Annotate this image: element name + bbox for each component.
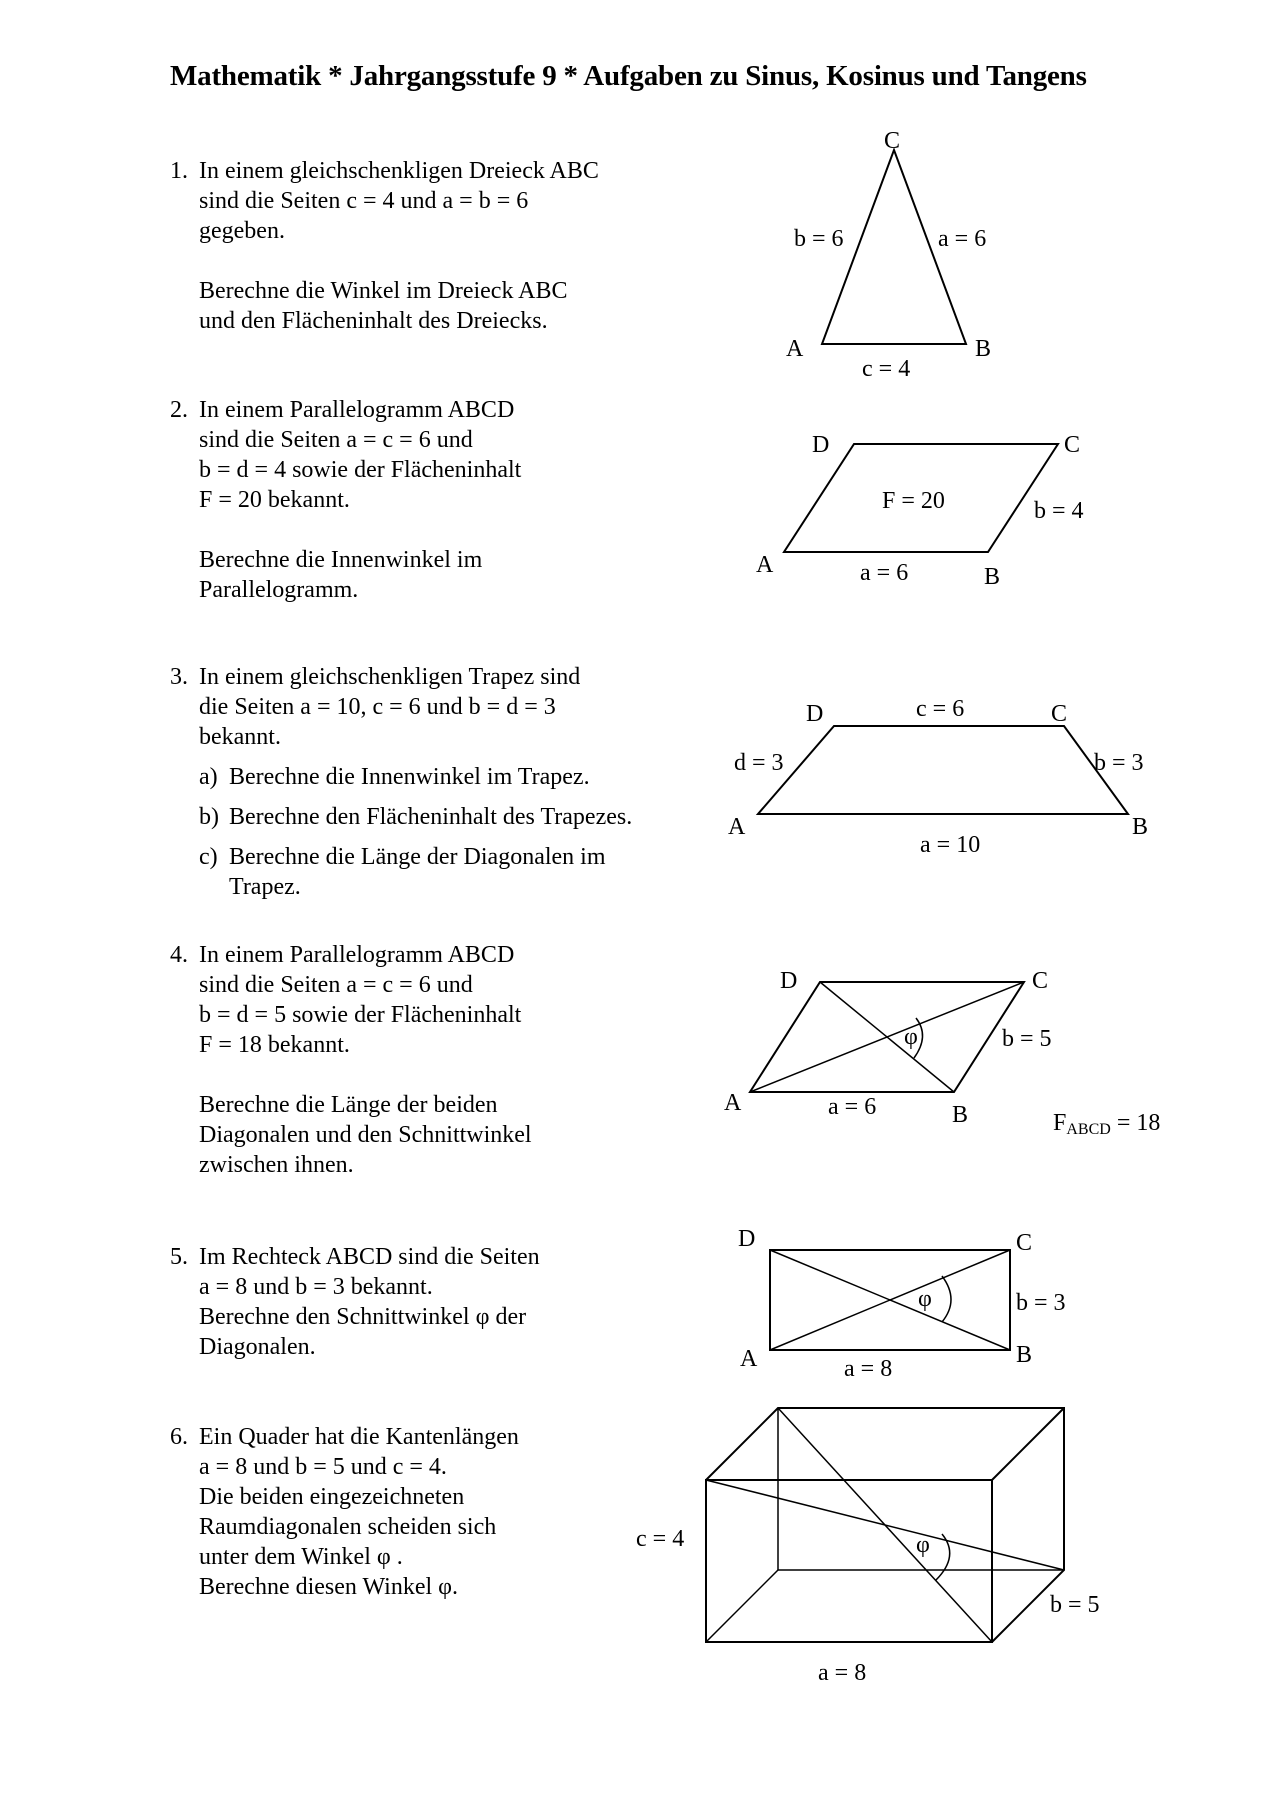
area-label-main: F <box>1053 1110 1067 1136</box>
task-question-line: Berechne die Innenwinkel im <box>199 547 483 573</box>
task-text-line: Die beiden eingezeichneten <box>199 1484 465 1510</box>
side-label-b: b = 4 <box>1034 498 1084 524</box>
task-text-line: b = d = 5 sowie der Flächeninhalt <box>199 1002 522 1028</box>
task-text-line: In einem gleichschenkligen Dreieck ABC <box>199 158 599 184</box>
vertex-label-a: A <box>786 336 804 362</box>
task-number: 2. <box>170 397 188 423</box>
edge-label-c: c = 4 <box>636 1526 685 1552</box>
task-text-line: die Seiten a = 10, c = 6 und b = d = 3 <box>199 694 556 720</box>
side-label-a: a = 10 <box>920 832 981 858</box>
subtask-text: Berechne die Länge der Diagonalen im Trapez. <box>229 844 606 900</box>
task-text-line: bekannt. <box>199 724 281 750</box>
task-text-line: Raumdiagonalen scheiden sich <box>199 1514 497 1540</box>
side-label-a: a = 6 <box>938 226 987 252</box>
side-label-c: c = 6 <box>916 696 965 722</box>
side-label-b: b = 5 <box>1002 1026 1052 1052</box>
vertex-label-b: B <box>975 336 992 362</box>
task-question-line: Berechne die Winkel im Dreieck ABC <box>199 278 568 304</box>
area-label-subscript: ABCD <box>1066 1121 1111 1138</box>
triangle-figure <box>786 128 991 382</box>
task-text-line: sind die Seiten a = c = 6 und <box>199 972 473 998</box>
vertex-label-c: C <box>1016 1230 1033 1256</box>
task-question-line: Berechne die Länge der beiden <box>199 1092 498 1118</box>
task-text-line: In einem Parallelogramm ABCD <box>199 942 515 968</box>
task-text-line: unter dem Winkel φ . <box>199 1544 403 1570</box>
vertex-label-c: C <box>884 128 901 154</box>
angle-arc <box>942 1276 951 1322</box>
angle-label-phi: φ <box>916 1532 930 1558</box>
vertex-label-c: C <box>1032 968 1049 994</box>
task-text-line: Diagonalen. <box>199 1334 316 1360</box>
side-label-b: b = 3 <box>1016 1290 1066 1316</box>
vertex-label-a: A <box>728 814 746 840</box>
task-number: 3. <box>170 664 188 690</box>
subtask-text: Berechne den Flächeninhalt des Trapezes. <box>229 804 633 830</box>
vertex-label-d: D <box>738 1226 756 1252</box>
task-text-line: a = 8 und b = 3 bekannt. <box>199 1274 433 1300</box>
area-label: F = 20 <box>882 488 945 514</box>
subtask-label: c) <box>199 844 218 870</box>
area-label <box>1053 1110 1160 1138</box>
task-number: 1. <box>170 158 188 184</box>
task-text-line: a = 8 und b = 5 und c = 4. <box>199 1454 447 1480</box>
cuboid-figure <box>636 1408 1100 1686</box>
trapezoid-shape <box>758 726 1128 814</box>
cuboid-top-right-edge <box>992 1408 1064 1480</box>
edge-label-b: b = 5 <box>1050 1592 1100 1618</box>
subtask-text: Berechne die Innenwinkel im Trapez. <box>229 764 590 790</box>
vertex-label-d: D <box>780 968 798 994</box>
diagonal-bd <box>820 982 954 1092</box>
vertex-label-b: B <box>1016 1342 1033 1368</box>
trapezoid-figure <box>728 696 1148 858</box>
task-text-line: sind die Seiten c = 4 und a = b = 6 <box>199 188 529 214</box>
task-question-line: und den Flächeninhalt des Dreiecks. <box>199 308 548 334</box>
angle-label-phi: φ <box>904 1024 918 1050</box>
vertex-label-a: A <box>724 1090 742 1116</box>
vertex-label-d: D <box>812 432 830 458</box>
area-label-value: = 18 <box>1110 1110 1161 1136</box>
vertex-label-b: B <box>984 564 1001 590</box>
task-text-line: b = d = 4 sowie der Flächeninhalt <box>199 457 522 483</box>
side-label-c: c = 4 <box>862 356 911 382</box>
task-text-line: Berechne diesen Winkel φ. <box>199 1574 459 1600</box>
rectangle-figure <box>738 1226 1066 1382</box>
subtask-label: a) <box>199 764 218 790</box>
task-number: 6. <box>170 1424 188 1450</box>
side-label-b: b = 6 <box>794 226 844 252</box>
task-text-line: In einem gleichschenkligen Trapez sind <box>199 664 581 690</box>
vertex-label-d: D <box>806 701 824 727</box>
side-label-a: a = 6 <box>828 1094 877 1120</box>
task-text-line: gegeben. <box>199 218 285 244</box>
parallelogram-figure-2 <box>724 968 1160 1138</box>
task-number: 5. <box>170 1244 188 1270</box>
task-number: 4. <box>170 942 188 968</box>
task-text-line: Im Rechteck ABCD sind die Seiten <box>199 1244 540 1270</box>
task-text-line: Ein Quader hat die Kantenlängen <box>199 1424 519 1450</box>
edge-label-a: a = 8 <box>818 1660 867 1686</box>
vertex-label-b: B <box>1132 814 1149 840</box>
task-text-line: F = 20 bekannt. <box>199 487 350 513</box>
side-label-b: b = 3 <box>1094 750 1144 776</box>
page-title: Mathematik * Jahrgangsstufe 9 * Aufgaben zu Sinus, Kosinus und Tangens <box>170 60 1087 92</box>
angle-label-phi: φ <box>918 1286 932 1312</box>
vertex-label-a: A <box>756 552 774 578</box>
space-diagonal-2 <box>778 1408 992 1642</box>
vertex-label-c: C <box>1064 432 1081 458</box>
subtask-label: b) <box>199 804 219 830</box>
side-label-a: a = 6 <box>860 560 909 586</box>
vertex-label-c: C <box>1051 701 1068 727</box>
cuboid-hidden-edge-depth <box>706 1570 778 1642</box>
task-text-line: Berechne den Schnittwinkel φ der <box>199 1304 527 1330</box>
task-question-line: Parallelogramm. <box>199 577 359 603</box>
vertex-label-b: B <box>952 1102 969 1128</box>
task-text-line: sind die Seiten a = c = 6 und <box>199 427 473 453</box>
parallelogram-figure-1 <box>756 432 1084 590</box>
side-label-a: a = 8 <box>844 1356 893 1382</box>
vertex-label-a: A <box>740 1346 758 1372</box>
task-question-line: zwischen ihnen. <box>199 1152 354 1178</box>
task-text-line: In einem Parallelogramm ABCD <box>199 397 515 423</box>
side-label-d: d = 3 <box>734 750 784 776</box>
task-text-line: F = 18 bekannt. <box>199 1032 350 1058</box>
task-question-line: Diagonalen und den Schnittwinkel <box>199 1122 532 1148</box>
